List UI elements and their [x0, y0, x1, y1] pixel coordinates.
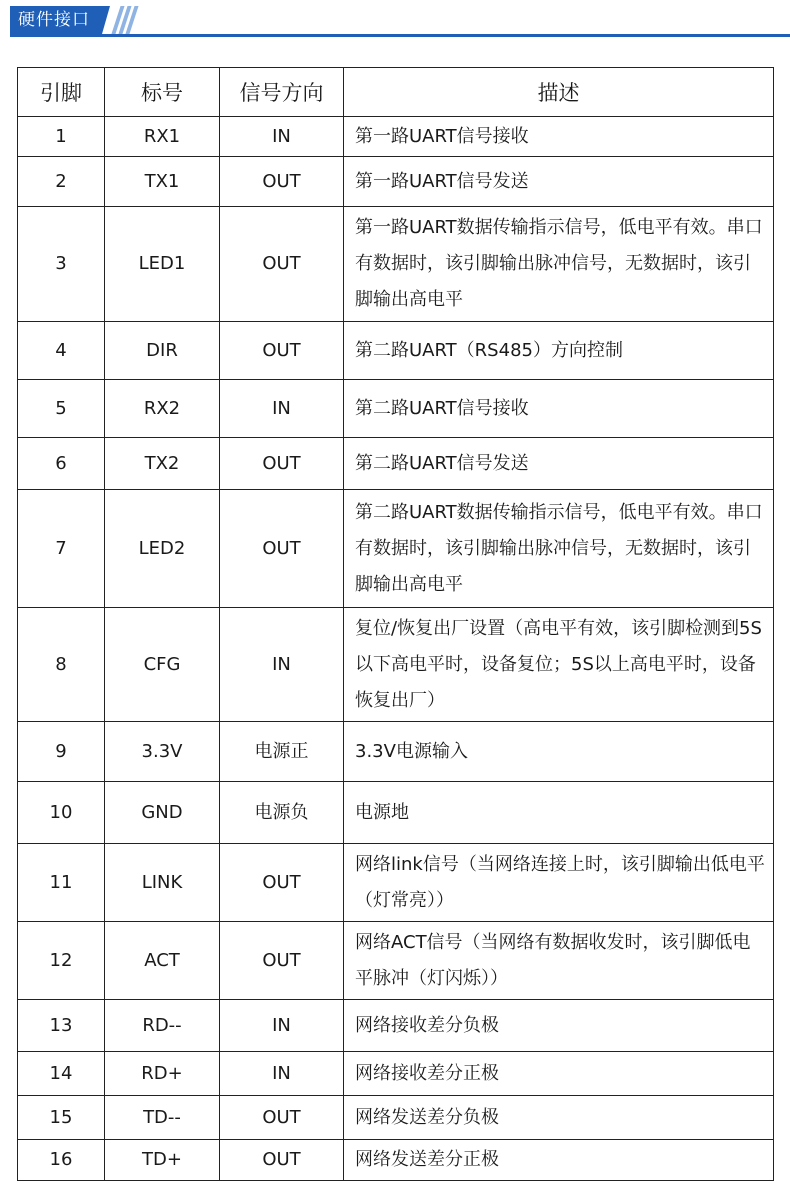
pin-table: [17, 67, 774, 1181]
table-row: [18, 380, 774, 438]
table-row: [18, 1052, 774, 1096]
pin-number: 2: [18, 157, 105, 207]
table-row: [18, 117, 774, 157]
signal-direction: OUT: [220, 207, 344, 322]
column-header-pin: 引脚: [18, 68, 105, 117]
column-header-label: 标号: [105, 68, 220, 117]
pin-description: 3.3V电源输入: [344, 722, 774, 782]
signal-direction: OUT: [220, 1140, 344, 1181]
signal-direction: OUT: [220, 490, 344, 608]
pin-description: 第一路UART信号接收: [344, 117, 774, 157]
pin-number: 15: [18, 1096, 105, 1140]
pin-number: 12: [18, 922, 105, 1000]
pin-label: CFG: [105, 608, 220, 722]
pin-label: DIR: [105, 322, 220, 380]
section-divider: [10, 34, 790, 37]
signal-direction: IN: [220, 608, 344, 722]
pin-number: 1: [18, 117, 105, 157]
pin-label: RD+: [105, 1052, 220, 1096]
pin-description: 网络接收差分负极: [344, 1000, 774, 1052]
table-row: [18, 844, 774, 922]
table-header-row: [18, 68, 774, 117]
pin-description: 第一路UART信号发送: [344, 157, 774, 207]
signal-direction: 电源负: [220, 782, 344, 844]
signal-direction: OUT: [220, 922, 344, 1000]
pin-number: 10: [18, 782, 105, 844]
pin-label: GND: [105, 782, 220, 844]
signal-direction: OUT: [220, 438, 344, 490]
signal-direction: OUT: [220, 1096, 344, 1140]
pin-number: 16: [18, 1140, 105, 1181]
signal-direction: IN: [220, 117, 344, 157]
pin-number: 8: [18, 608, 105, 722]
signal-direction: IN: [220, 380, 344, 438]
pin-number: 9: [18, 722, 105, 782]
table-row: [18, 490, 774, 608]
pin-label: LED1: [105, 207, 220, 322]
section-title: 硬件接口: [18, 10, 90, 30]
pin-number: 3: [18, 207, 105, 322]
signal-direction: OUT: [220, 844, 344, 922]
pin-label: LED2: [105, 490, 220, 608]
pin-number: 14: [18, 1052, 105, 1096]
pin-number: 5: [18, 380, 105, 438]
pin-number: 11: [18, 844, 105, 922]
signal-direction: 电源正: [220, 722, 344, 782]
section-header: [0, 0, 790, 38]
pin-number: 13: [18, 1000, 105, 1052]
signal-direction: OUT: [220, 322, 344, 380]
table-row: [18, 608, 774, 722]
pin-description: 网络link信号（当网络连接上时，该引脚输出低电平（灯常亮））: [344, 844, 774, 922]
pin-number: 6: [18, 438, 105, 490]
table-row: [18, 1000, 774, 1052]
table-row: [18, 722, 774, 782]
pin-label: TD+: [105, 1140, 220, 1181]
pin-label: TX2: [105, 438, 220, 490]
pin-description: 第二路UART信号发送: [344, 438, 774, 490]
pin-description: 第二路UART（RS485）方向控制: [344, 322, 774, 380]
table-row: [18, 322, 774, 380]
pin-description: 网络ACT信号（当网络有数据收发时，该引脚低电平脉冲（灯闪烁））: [344, 922, 774, 1000]
table-row: [18, 157, 774, 207]
pin-label: LINK: [105, 844, 220, 922]
column-header-direction: 信号方向: [220, 68, 344, 117]
pin-label: 3.3V: [105, 722, 220, 782]
pin-description: 第二路UART信号接收: [344, 380, 774, 438]
table-row: [18, 922, 774, 1000]
pin-description: 电源地: [344, 782, 774, 844]
pin-description: 复位/恢复出厂设置（高电平有效，该引脚检测到5S以下高电平时，设备复位；5S以上高电平时，设备恢复出厂）: [344, 608, 774, 722]
pin-number: 4: [18, 322, 105, 380]
column-header-description: 描述: [344, 68, 774, 117]
pin-label: RD--: [105, 1000, 220, 1052]
table-row: [18, 782, 774, 844]
pin-number: 7: [18, 490, 105, 608]
signal-direction: IN: [220, 1052, 344, 1096]
pin-description: 网络发送差分负极: [344, 1096, 774, 1140]
pin-description: 第二路UART数据传输指示信号，低电平有效。串口有数据时，该引脚输出脉冲信号，无数据时，该引脚输出高电平: [344, 490, 774, 608]
pin-label: RX2: [105, 380, 220, 438]
pin-description: 网络发送差分正极: [344, 1140, 774, 1181]
pin-label: RX1: [105, 117, 220, 157]
pin-description: 第一路UART数据传输指示信号，低电平有效。串口有数据时，该引脚输出脉冲信号，无数据时，该引脚输出高电平: [344, 207, 774, 322]
table-row: [18, 1096, 774, 1140]
pin-label: ACT: [105, 922, 220, 1000]
signal-direction: OUT: [220, 157, 344, 207]
table-row: [18, 207, 774, 322]
pin-label: TD--: [105, 1096, 220, 1140]
pin-description: 网络接收差分正极: [344, 1052, 774, 1096]
table-row: [18, 1140, 774, 1181]
table-row: [18, 438, 774, 490]
signal-direction: IN: [220, 1000, 344, 1052]
pin-label: TX1: [105, 157, 220, 207]
